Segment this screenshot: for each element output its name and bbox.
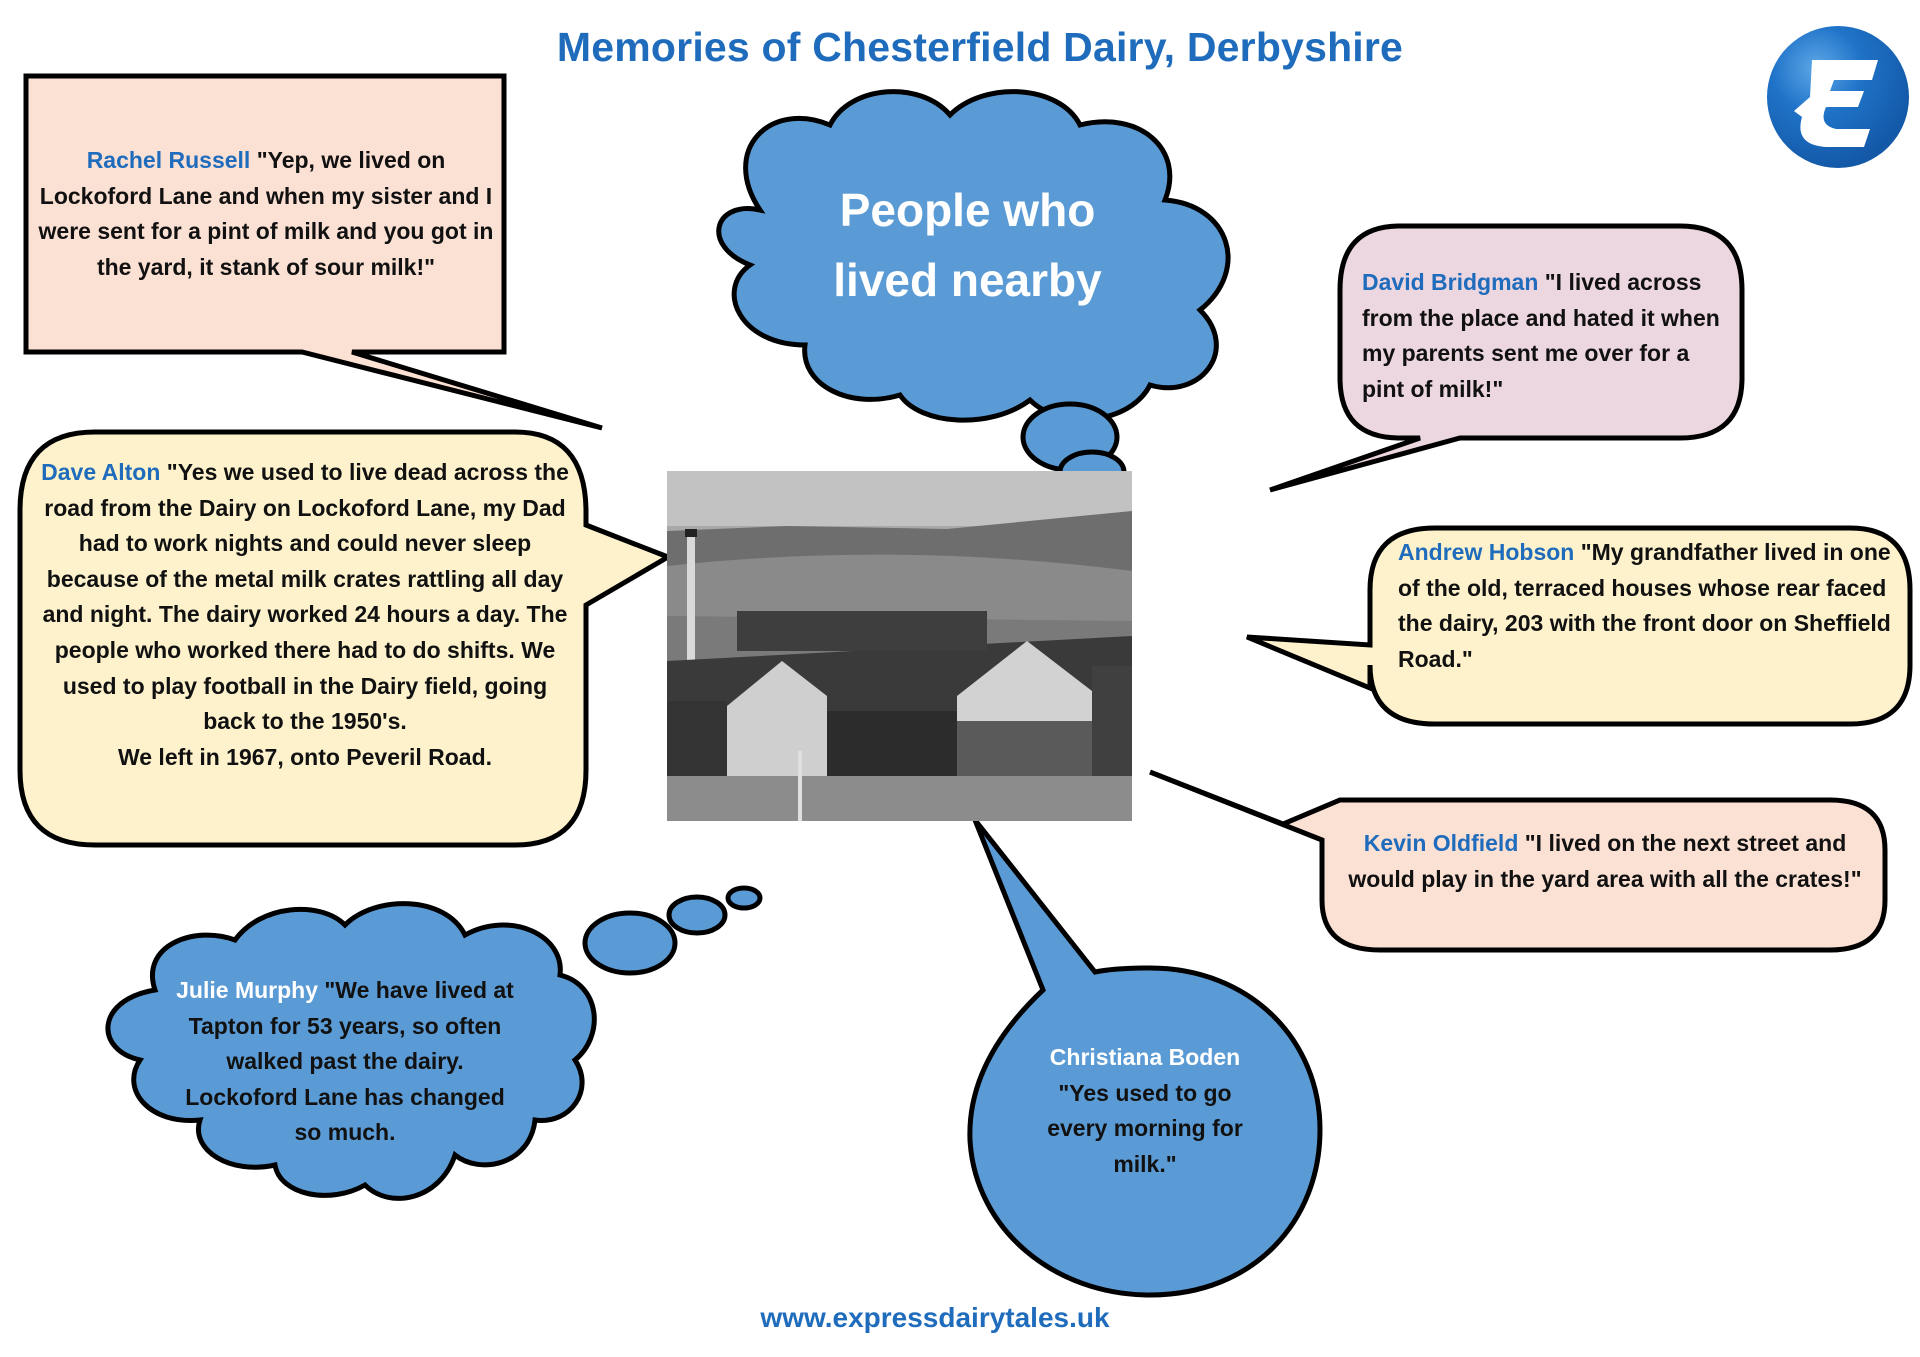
quote-text: "Yes used to go every morning for milk." xyxy=(1047,1079,1243,1177)
quote-author: David Bridgman xyxy=(1362,269,1539,295)
quote-text: "Yep, we lived on Lockoford Lane and when my sister and I were sent for a pint of milk and you got in the yard, it stank of sour milk!" xyxy=(38,147,494,280)
quote-text: "My grandfather lived in one of the old, terraced houses whose rear faced the dairy, 203 with the front door on Sheffield Road." xyxy=(1398,539,1891,672)
quote-text: "I lived across from the place and hated it when my parents sent me over for a pint of milk!" xyxy=(1362,269,1720,402)
quote-rachel-russell xyxy=(36,143,496,285)
quote-text: "I lived on the next street and would play in the yard area with all the crates!" xyxy=(1348,830,1862,892)
quote-text: "Yes we used to live dead across the road from the Dairy on Lockoford Lane, my Dad had to work nights and could never sleep because of the metal milk crates rattling all day and night. The dairy worked 24 hours a day. The people who worked there had to do shifts. We used to play football in the Dairy field, going back to the 1950's. xyxy=(42,459,569,735)
quote-christiana-boden xyxy=(1030,1040,1260,1182)
center-cloud-heading xyxy=(780,175,1155,315)
quote-kevin-oldfield xyxy=(1340,826,1870,897)
quote-dave-alton xyxy=(40,455,570,775)
center-cloud-line-1: People who xyxy=(839,184,1096,236)
quote-author: Julie Murphy xyxy=(176,977,318,1003)
page-title: Memories of Chesterfield Dairy, Derbyshire xyxy=(556,24,1404,70)
dairy-photograph xyxy=(667,471,1132,821)
quote-author: Dave Alton xyxy=(41,459,161,485)
quote-author: Christiana Boden xyxy=(1049,1044,1241,1070)
express-dairy-e-logo-icon xyxy=(1746,25,1920,209)
quote-author: Kevin Oldfield xyxy=(1363,830,1519,856)
quote-text-continued: We left in 1967, onto Peveril Road. xyxy=(117,743,493,770)
quote-author: Rachel Russell xyxy=(86,147,251,173)
quote-author: Andrew Hobson xyxy=(1398,539,1575,565)
center-cloud-line-2: lived nearby xyxy=(833,254,1102,306)
quote-julie-murphy xyxy=(175,973,515,1151)
quote-andrew-hobson xyxy=(1398,535,1898,677)
website-link[interactable]: www.expressdairytales.uk xyxy=(760,1302,1110,1333)
quote-text: "We have lived at Tapton for 53 years, so often walked past the dairy. Lockoford Lane has changed so much. xyxy=(185,977,514,1146)
quote-david-bridgman xyxy=(1362,265,1732,407)
